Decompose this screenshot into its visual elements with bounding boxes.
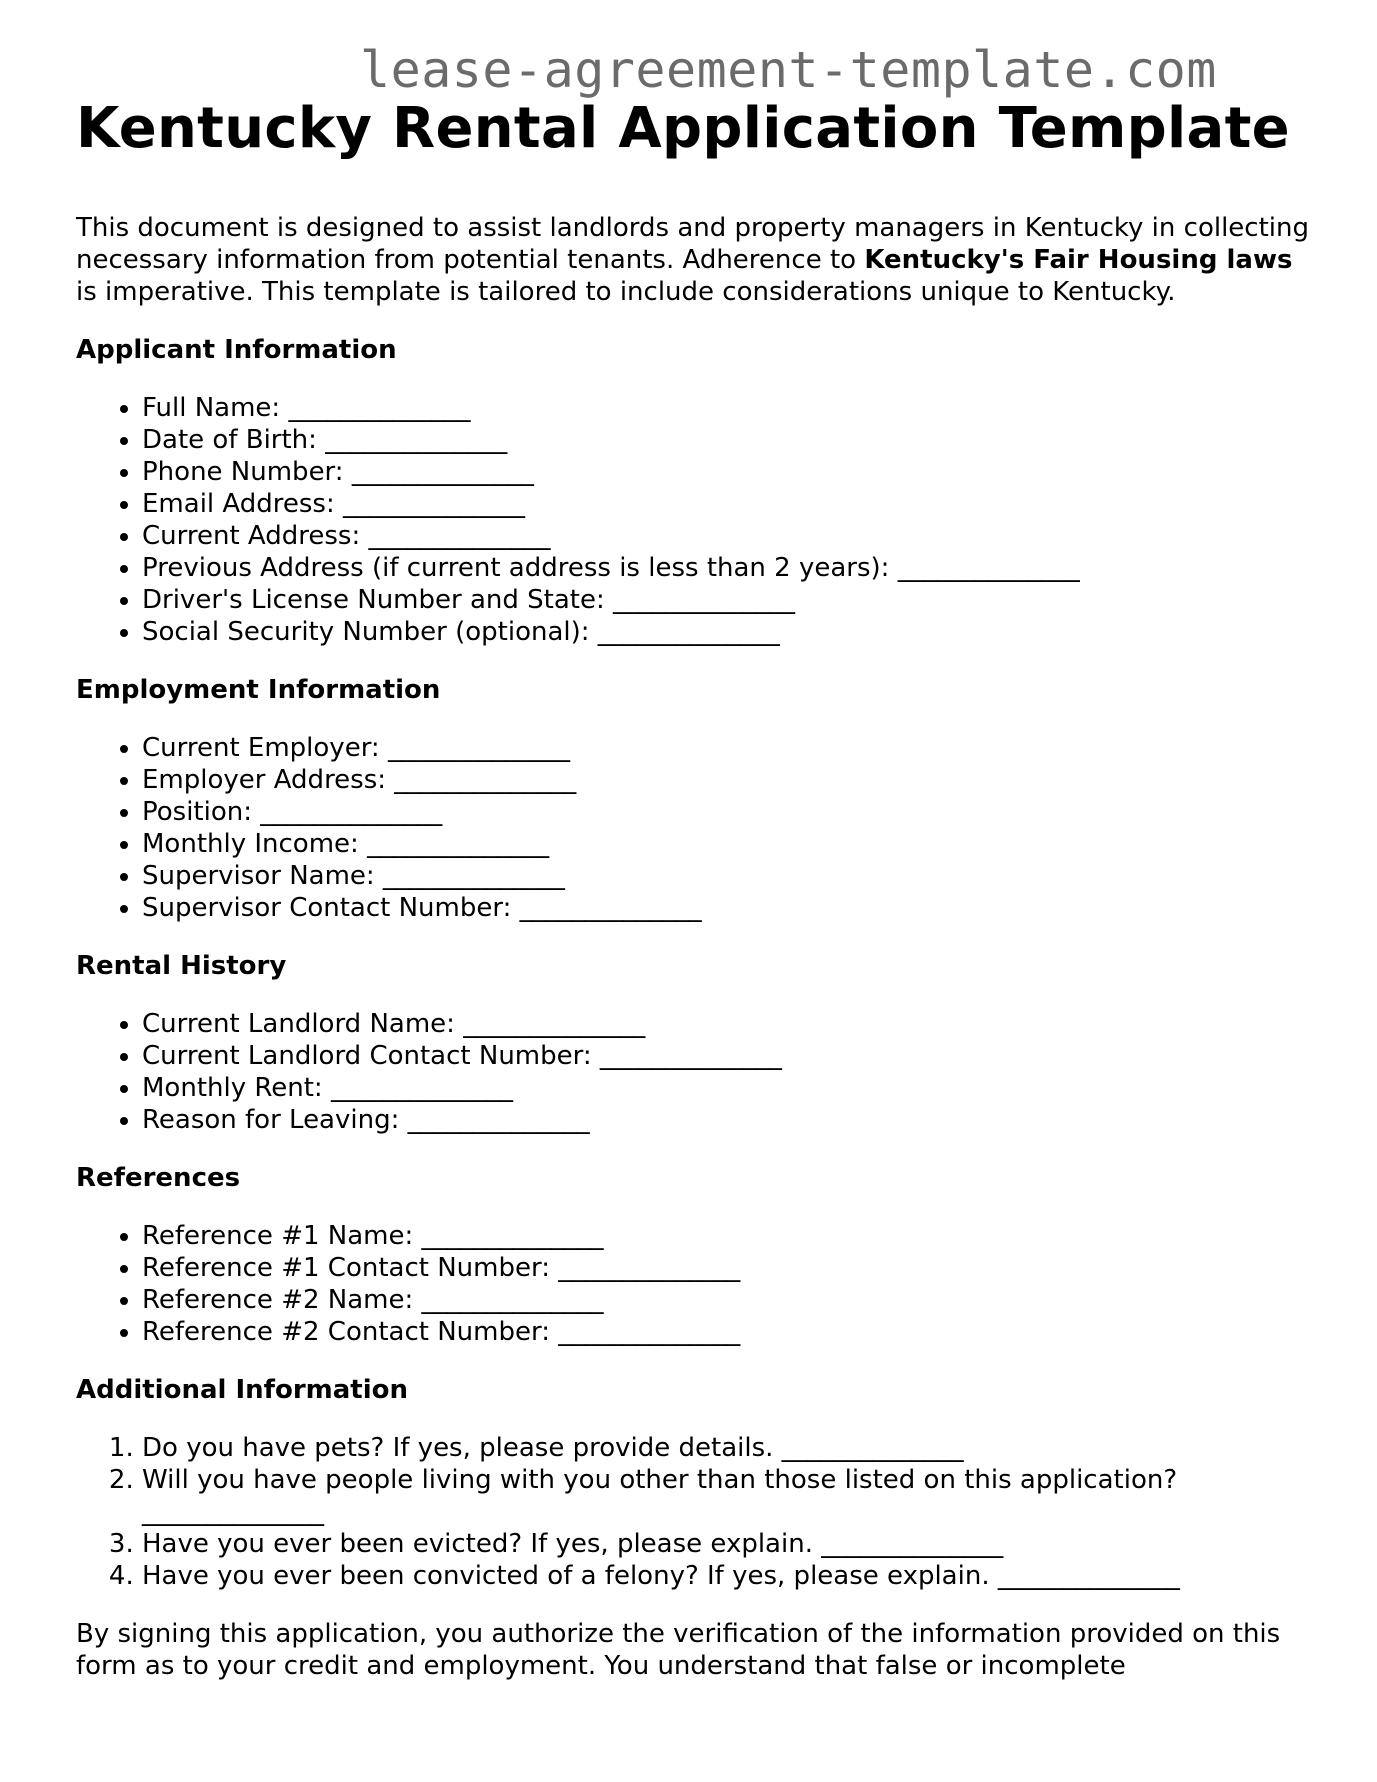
intro-text-end: is imperative. This template is tailored to include considerations unique to Kentucky. [76,277,1176,307]
fill-blank[interactable]: ______________ [599,1041,782,1071]
list-item: • Social Security Number (optional): ______________ [142,616,1316,648]
list-item: • Email Address: ______________ [142,488,1316,520]
fill-blank[interactable]: ______________ [367,829,550,859]
fill-blank[interactable]: ______________ [325,425,508,455]
fill-blank[interactable]: ______________ [382,861,565,891]
fill-blank[interactable]: ______________ [288,393,471,423]
fill-blank[interactable]: ______________ [351,457,534,487]
list-item: • Phone Number: ______________ [142,456,1316,488]
document-body [76,92,1316,1682]
list-item: • Current Landlord Contact Number: ______________ [142,1040,1316,1072]
references-list [76,1220,1316,1348]
section-heading-applicant: Applicant Information [76,335,397,365]
intro-text-start: This document is designed to assist landlords and property managers in Kentucky in collecting necessary information from potential tenants. Adherence to [76,213,1309,275]
list-item: • Date of Birth: ______________ [142,424,1316,456]
list-item: • Reference #2 Name: ______________ [142,1284,1316,1316]
list-item: • Monthly Rent: ______________ [142,1072,1316,1104]
section-heading-employment: Employment Information [76,675,441,705]
fill-blank[interactable]: ______________ [421,1285,604,1315]
fill-blank[interactable]: ______________ [612,585,795,615]
fill-blank[interactable]: ______________ [394,765,577,795]
list-item: • Reference #2 Contact Number: ______________ [142,1316,1316,1348]
fill-blank[interactable]: ______________ [897,553,1080,583]
employment-list [76,732,1316,924]
intro-bold-law: Kentucky's Fair Housing laws [864,245,1293,275]
list-item: • Current Employer: ______________ [142,732,1316,764]
fill-blank[interactable]: ______________ [997,1561,1180,1591]
list-item: • Reference #1 Name: ______________ [142,1220,1316,1252]
fill-blank[interactable]: ______________ [330,1073,513,1103]
fill-blank[interactable]: ______________ [142,1497,324,1527]
list-item: • Position: ______________ [142,796,1316,828]
list-item: • Current Address: ______________ [142,520,1316,552]
fill-blank[interactable]: ______________ [387,733,570,763]
list-item: • Full Name: ______________ [142,392,1316,424]
question-item: 2. Will you have people living with you other than those listed on this application? ______________ [142,1464,1316,1528]
section-heading-additional: Additional Information [76,1375,409,1405]
fill-blank[interactable]: ______________ [407,1105,590,1135]
fill-blank[interactable]: ______________ [781,1433,964,1463]
list-item: • Supervisor Name: ______________ [142,860,1316,892]
fill-blank[interactable]: ______________ [368,521,551,551]
section-heading-references: References [76,1163,241,1193]
fill-blank[interactable]: ______________ [558,1253,741,1283]
list-item: • Driver's License Number and State: ______________ [142,584,1316,616]
section-heading-rental-history: Rental History [76,951,287,981]
question-item: 4. Have you ever been convicted of a felony? If yes, please explain. ______________ [142,1560,1316,1592]
fill-blank[interactable]: ______________ [821,1529,1004,1559]
additional-questions-list [76,1432,1316,1592]
fill-blank[interactable]: ______________ [558,1317,741,1347]
fill-blank[interactable]: ______________ [463,1009,646,1039]
fill-blank[interactable]: ______________ [260,797,443,827]
list-item: • Reference #1 Contact Number: ______________ [142,1252,1316,1284]
list-item: • Monthly Income: ______________ [142,828,1316,860]
applicant-list [76,392,1316,648]
closing-paragraph: By signing this application, you authorize the verification of the information provided on this form as to your credit and employment. You understand that false or incomplete [76,1619,1281,1681]
list-item: • Supervisor Contact Number: ______________ [142,892,1316,924]
question-item: 3. Have you ever been evicted? If yes, please explain. ______________ [142,1528,1316,1560]
list-item: • Employer Address: ______________ [142,764,1316,796]
page-title: Kentucky Rental Application Template [76,96,1290,161]
fill-blank[interactable]: ______________ [597,617,780,647]
rental-history-list [76,1008,1316,1136]
list-item: • Previous Address (if current address is less than 2 years): ______________ [142,552,1316,584]
question-item: 1. Do you have pets? If yes, please provide details. ______________ [142,1432,1316,1464]
intro-paragraph [76,212,1316,308]
list-item: • Current Landlord Name: ______________ [142,1008,1316,1040]
fill-blank[interactable]: ______________ [421,1221,604,1251]
list-item: • Reason for Leaving: ______________ [142,1104,1316,1136]
site-watermark: lease-agreement-template.com [360,41,1217,99]
fill-blank[interactable]: ______________ [342,489,525,519]
fill-blank[interactable]: ______________ [519,893,702,923]
